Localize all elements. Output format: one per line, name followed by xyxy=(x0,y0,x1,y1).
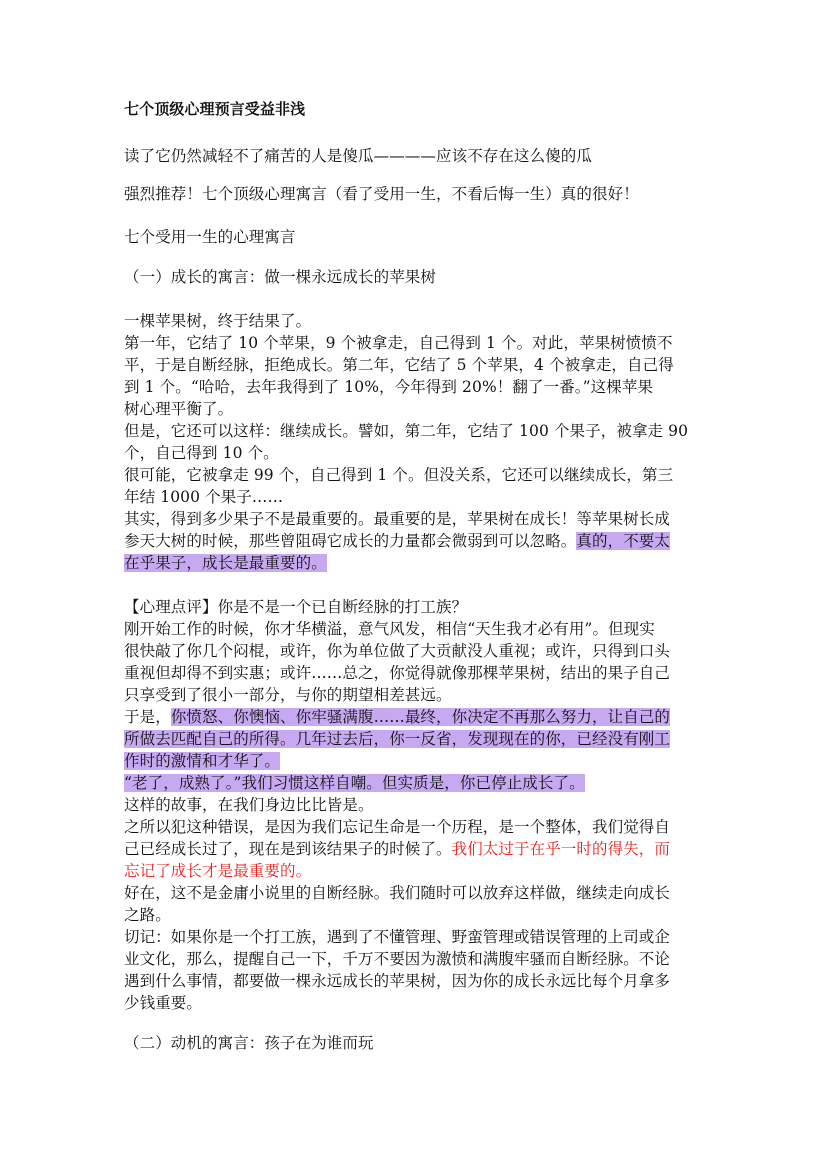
highlighted-text: 所做去匹配自己的所得。几年过去后，你一反省，发现现在的你，已经没有刚工 xyxy=(124,730,671,748)
paragraph-line: 个，自己得到 10 个。 xyxy=(124,444,279,462)
paragraph-line: 年结 1000 个果子…… xyxy=(124,488,284,506)
paragraph-line: 很可能，它被拿走 99 个，自己得到 1 个。但没关系，它还可以继续成长，第三 xyxy=(124,466,674,484)
paragraph-text: 于是， xyxy=(124,708,171,726)
paragraph-line: 遇到什么事情，都要做一棵永远成长的苹果树，因为你的成长永远比每个月拿多 xyxy=(124,972,671,990)
section-heading-1: （一）成长的寓言：做一棵永远成长的苹果树 xyxy=(124,268,437,286)
paragraph-line: 这样的故事，在我们身边比比皆是。 xyxy=(124,796,374,814)
paragraph-line xyxy=(124,772,585,794)
intro-line-2: 强烈推荐！七个顶级心理寓言（看了受用一生，不看后悔一生）真的很好！ xyxy=(124,185,639,203)
highlighted-text: 在乎果子，成长是最重要的。 xyxy=(124,554,327,572)
red-emphasis-text: 忘记了成长才是最重要的。 xyxy=(124,862,312,880)
paragraph-line: 到 1 个。“哈哈，去年我得到了 10%，今年得到 20%！翻了一番。”这棵苹果 xyxy=(124,378,654,396)
comment-heading: 【心理点评】你是不是一个已自断经脉的打工族？ xyxy=(124,598,468,616)
paragraph-line: 之路。 xyxy=(124,906,171,924)
paragraph-line: 一棵苹果树，终于结果了。 xyxy=(124,312,312,330)
paragraph-line: 树心理平衡了。 xyxy=(124,400,234,418)
paragraph-line xyxy=(124,552,327,574)
paragraph-line: 少钱重要。 xyxy=(124,994,203,1012)
paragraph-line xyxy=(124,530,670,552)
paragraph-line: 重视但却得不到实惠；或许……总之，你觉得就像那棵苹果树，结出的果子自己 xyxy=(124,664,671,682)
paragraph-line: 很快敲了你几个闷棍，或许，你为单位做了大贡献没人重视；或许，只得到口头 xyxy=(124,642,671,660)
paragraph-line: 但是，它还可以这样：继续成长。譬如，第二年，它结了 100 个果子，被拿走 90 xyxy=(124,422,689,440)
intro-line-3: 七个受用一生的心理寓言 xyxy=(124,228,296,246)
paragraph-line xyxy=(124,750,280,772)
paragraph-line xyxy=(124,860,311,882)
intro-line-1: 读了它仍然减轻不了痛苦的人是傻瓜————应该不存在这么傻的瓜 xyxy=(124,147,593,165)
paragraph-text: 己已经成长过了，现在是到该结果子的时候了。 xyxy=(124,840,452,858)
paragraph-line: 其实，得到多少果子不是最重要的。最重要的是，苹果树在成长！等苹果树长成 xyxy=(124,510,671,528)
paragraph-line: 之所以犯这种错误，是因为我们忘记生命是一个历程，是一个整体，我们觉得自 xyxy=(124,818,671,836)
document-title: 七个顶级心理预言受益非浅 xyxy=(124,100,306,118)
paragraph-line: 切记：如果你是一个打工族，遇到了不懂管理、野蛮管理或错误管理的上司或企 xyxy=(124,928,671,946)
paragraph-line xyxy=(124,728,670,750)
paragraph-line: 好在，这不是金庸小说里的自断经脉。我们随时可以放弃这样做，继续走向成长 xyxy=(124,884,671,902)
highlighted-text: 你愤怒、你懊恼、你牢骚满腹……最终，你决定不再那么努力，让自己的 xyxy=(170,708,671,726)
red-emphasis-text: 我们太过于在乎一时的得失，而 xyxy=(451,840,671,858)
paragraph-line xyxy=(124,838,670,860)
section-heading-2: （二）动机的寓言：孩子在为谁而玩 xyxy=(124,1034,374,1052)
paragraph-line: 第一年，它结了 10 个苹果，9 个被拿走，自己得到 1 个。对此，苹果树愤愤不 xyxy=(124,334,673,352)
paragraph-line xyxy=(124,706,670,728)
paragraph-text: 参天大树的时候，那些曾阻碍它成长的力量都会微弱到可以忽略。 xyxy=(124,532,577,550)
highlighted-text: 真的，不要太 xyxy=(576,532,671,550)
highlighted-text: “老了，成熟了。”我们习惯这样自嘲。但实质是，你已停止成长了。 xyxy=(124,774,585,792)
highlighted-text: 作时的激情和才华了。 xyxy=(124,752,281,770)
paragraph-line: 业文化，那么，提醒自己一下，千万不要因为激愤和满腹牢骚而自断经脉。不论 xyxy=(124,950,671,968)
paragraph-line: 刚开始工作的时候，你才华横溢，意气风发，相信“天生我才必有用”。但现实 xyxy=(124,620,655,638)
paragraph-line: 只享受到了很小一部分，与你的期望相差甚远。 xyxy=(124,686,452,704)
paragraph-line: 平，于是自断经脉，拒绝成长。第二年，它结了 5 个苹果，4 个被拿走，自己得 xyxy=(124,356,674,374)
